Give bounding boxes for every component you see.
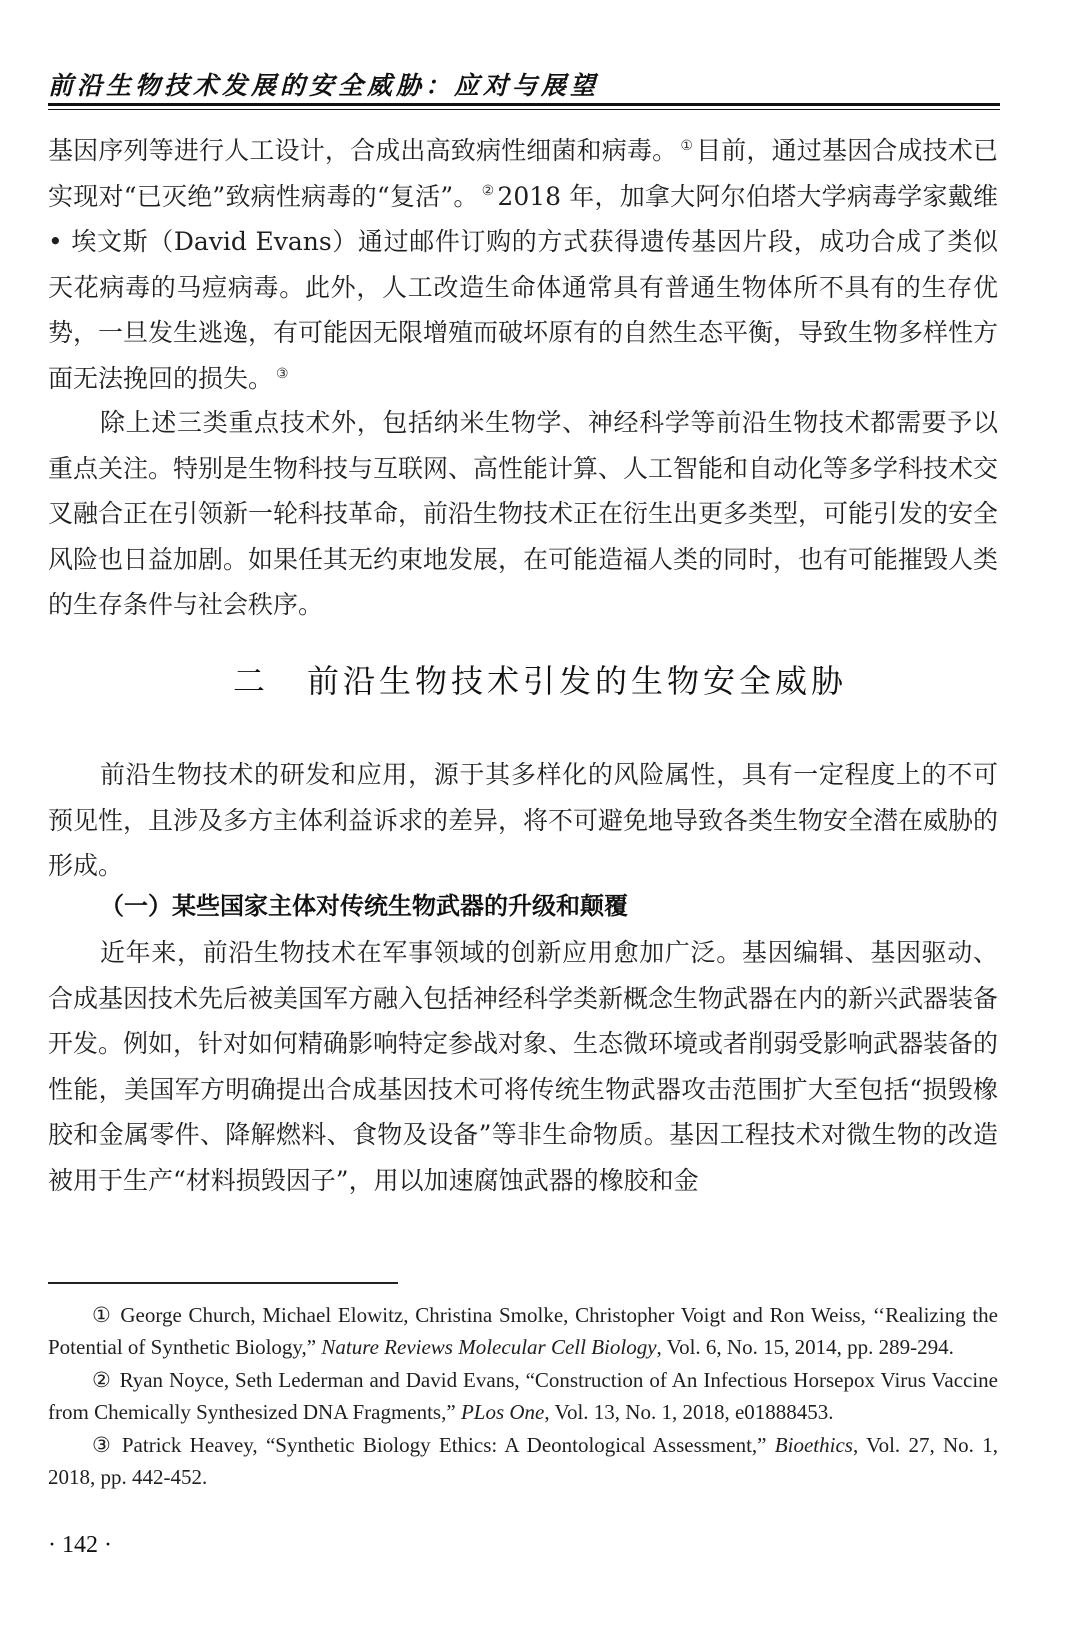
text-run: 基因序列等进行人工设计，合成出高致病性细菌和病毒。 [48, 136, 678, 165]
body-paragraph-1 [48, 128, 998, 402]
text-run: , Vol. 6, No. 15, 2014, pp. 289-294. [656, 1334, 954, 1359]
footnote-ref: ③ [276, 365, 289, 382]
section-heading [0, 656, 1080, 702]
text-run: Patrick Heavey, “Synthetic Biology Ethics: A Deontological Assessment,” [121, 1433, 775, 1457]
footnote-3 [48, 1430, 998, 1493]
text-run: George Church, Michael Elowitz, Christina Smolke, Christopher Voigt and Ron Weiss, ‘‘Realizing the Potential of Synthetic Biology,” [48, 1303, 999, 1359]
subsection-heading: （一）某些国家主体对传统生物武器的升级和颠覆 [100, 892, 628, 920]
footnote-1 [48, 1300, 998, 1363]
header-rule [48, 103, 1000, 106]
footnote-ref: ① [680, 137, 694, 154]
journal-title: Nature Reviews Molecular Cell Biology [321, 1334, 657, 1359]
text-run: 2018 年，加拿大阿尔伯塔大学病毒学家戴维 • 埃文斯（David Evans）通过邮件订购的方式获得遗传基因片段，成功合成了类似天花病毒的马痘病毒。此外，人工改造生命体通常具有普通生物体所不具有的生存优势，一旦发生逃逸，有可能因无限增殖而破坏原有的自然生态平衡，导致生物多样性方面无法挽回的损失。 [48, 181, 999, 393]
text-run: , Vol. 13, No. 1, 2018, e01888453. [544, 1399, 834, 1424]
text-run: 除上述三类重点技术外，包括纳米生物学、神经科学等前沿生物技术都需要予以重点关注。特别是生物科技与互联网、高性能计算、人工智能和自动化等多学科技术交叉融合正在引领新一轮科技革命，前沿生物技术正在衍生出更多类型，可能引发的安全风险也日益加剧。如果任其无约束地发展，在可能造福人类的同时，也有可能摧毁人类的生存条件与社会秩序。 [48, 408, 999, 620]
footnote-text [48, 1368, 998, 1424]
footnote-separator [48, 1282, 398, 1284]
footnote-mark: ② [92, 1368, 112, 1392]
header-rule-thin [48, 109, 1000, 110]
footnotes [48, 1300, 998, 1495]
footnote-2 [48, 1365, 998, 1428]
intro-paragraph: 前沿生物技术的研发和应用，源于其多样化的风险属性，具有一定程度上的不可预见性，且涉及多方主体利益诉求的差异，将不可避免地导致各类生物安全潜在威胁的形成。 [48, 760, 999, 881]
running-title: 前沿生物技术发展的安全威胁：应对与展望 [48, 71, 600, 100]
journal-title: Bioethics [774, 1433, 853, 1457]
text-run: 目前，通过基因合成技术已实现对“已灭绝”致病性病毒的“复活”。 [48, 136, 998, 211]
footnote-mark: ③ [92, 1433, 114, 1457]
footnote-text [48, 1433, 998, 1489]
footnote-mark: ① [92, 1303, 113, 1327]
footnote-ref: ② [481, 183, 495, 200]
text-run: , Vol. 27, No. 1, 2018, pp. 442-452. [48, 1433, 998, 1489]
journal-title: PLos One [460, 1399, 545, 1424]
text-run: Ryan Noyce, Seth Lederman and David Evans, “Construction of An Infectious Horsepox Virus Vaccine from Chemically Synthesized DNA Fragments,” [48, 1368, 999, 1424]
footnote-text [48, 1303, 998, 1359]
section-title: 前沿生物技术引发的生物安全威胁 [307, 662, 848, 700]
section-number: 二 [232, 662, 269, 700]
body-paragraph-2 [48, 400, 998, 628]
subsection-paragraph: 近年来，前沿生物技术在军事领域的创新应用愈加广泛。基因编辑、基因驱动、合成基因技术先后被美国军方融入包括神经科学类新概念生物武器在内的新兴武器装备开发。例如，针对如何精确影响特定参战对象、生态微环境或者削弱受影响武器装备的性能，美国军方明确提出合成基因技术可将传统生物武器攻击范围扩大至包括“损毁橡胶和金属零件、降解燃料、食物及设备”等非生命物质。基因工程技术对微生物的改造被用于生产“材料损毁因子”，用以加速腐蚀武器的橡胶和金 [48, 938, 999, 1195]
page-number: · 142 · [48, 1532, 112, 1558]
